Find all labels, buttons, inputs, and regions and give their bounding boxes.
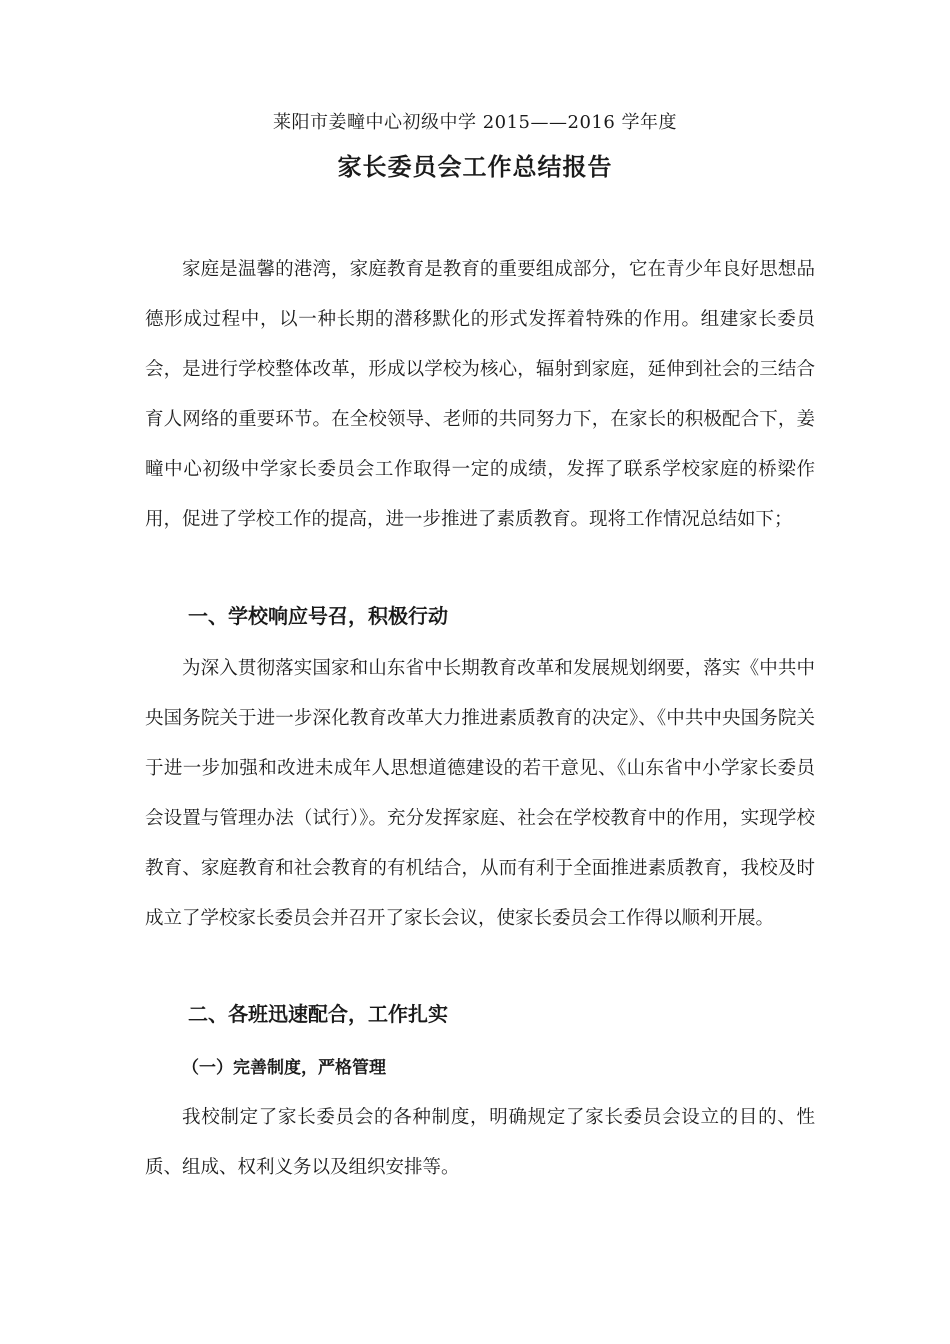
section-2-1-paragraph: 我校制定了家长委员会的各种制度，明确规定了家长委员会设立的目的、性质、组成、权利义务以及组织安排等。: [145, 1107, 815, 1178]
section-1-paragraph: 为深入贯彻落实国家和山东省中长期教育改革和发展规划纲要，落实《中共中央国务院关于进一步深化教育改革大力推进素质教育的决定》、《中共中央国务院关于进一步加强和改进未成年人思想道德建设的若干意见、《山东省中小学家长委员会设置与管理办法（试行）》。充分发挥家庭、社会在学校教育中的作用，实现学校教育、家庭教育和社会教育的有机结合，从而有利于全面推进素质教育，我校及时成立了学校家长委员会并召开了家长会议，使家长委员会工作得以顺利开展。: [145, 658, 815, 929]
section-2-1-heading: （一）完善制度，严格管理: [182, 1058, 386, 1078]
document-subtitle: 莱阳市姜疃中心初级中学 2015——2016 学年度: [272, 112, 678, 133]
document-title: 家长委员会工作总结报告: [337, 152, 613, 181]
intro-paragraph: 家庭是温馨的港湾，家庭教育是教育的重要组成部分，它在青少年良好思想品德形成过程中，以一种长期的潜移默化的形式发挥着特殊的作用。组建家长委员会，是进行学校整体改革，形成以学校为核心，辐射到家庭，延伸到社会的三结合育人网络的重要环节。在全校领导、老师的共同努力下，在家长的积极配合下，姜疃中心初级中学家长委员会工作取得一定的成绩，发挥了联系学校家庭的桥梁作用，促进了学校工作的提高，进一步推进了素质教育。现将工作情况总结如下；: [145, 259, 815, 530]
section-2-heading: 二、各班迅速配合，工作扎实: [188, 1002, 448, 1026]
section-1-heading: 一、学校响应号召，积极行动: [188, 604, 448, 628]
